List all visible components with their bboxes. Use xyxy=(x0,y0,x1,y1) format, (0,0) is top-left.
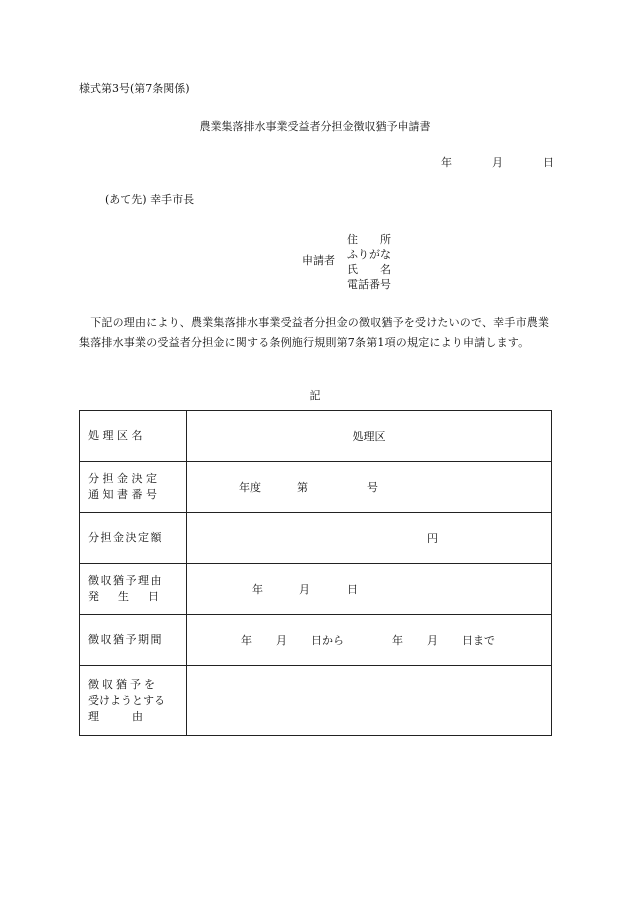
period-to-month: 月 xyxy=(427,634,438,647)
period-to-day: 日まで xyxy=(462,634,495,647)
applicant-name-label: 氏 名 xyxy=(347,263,391,276)
table-row xyxy=(80,564,552,615)
row-label-notice-number: 分担金決定 通知書番号 xyxy=(80,462,187,513)
period-from-day: 日から xyxy=(311,634,344,647)
reason-date-year: 年 xyxy=(252,583,263,596)
ki-heading: 記 xyxy=(309,389,321,402)
reason-date-month: 月 xyxy=(299,583,310,596)
request-body-text: 下記の理由により、農業集落排水事業受益者分担金の徴収猶予を受けたいので、幸手市農業集落排水事業の受益者分担金に関する条例施行規則第7条第1項の規定により申請します。 xyxy=(79,316,550,349)
form-number: 様式第3号(第7条関係) xyxy=(79,82,190,95)
table-row xyxy=(80,411,552,462)
row-label-period: 徴収猶予期間 xyxy=(80,615,187,666)
applicant-phone-label: 電話番号 xyxy=(347,278,391,291)
period-to-year: 年 xyxy=(392,634,403,647)
reason-date-day: 日 xyxy=(347,583,358,596)
applicant-label: 申請者 xyxy=(302,254,335,267)
date-month: 月 xyxy=(492,156,503,169)
application-table xyxy=(79,410,552,736)
reason-date-value[interactable] xyxy=(187,564,552,615)
table-row xyxy=(80,513,552,564)
date-year: 年 xyxy=(441,156,452,169)
notice-go-label: 号 xyxy=(367,481,378,494)
notice-number-value[interactable] xyxy=(187,462,552,513)
applicant-fields xyxy=(347,232,391,292)
reason-value[interactable] xyxy=(187,666,552,736)
period-from-year: 年 xyxy=(241,634,252,647)
amount-value[interactable] xyxy=(187,513,552,564)
table-row xyxy=(80,462,552,513)
date-day: 日 xyxy=(543,156,554,169)
period-from-month: 月 xyxy=(276,634,287,647)
date-line xyxy=(441,157,554,168)
district-value[interactable]: 処理区 xyxy=(187,411,552,462)
applicant-address-label: 住 所 xyxy=(347,233,391,246)
table-row xyxy=(80,615,552,666)
row-label-reason-date: 徴収猶予理由 発 生 日 xyxy=(80,564,187,615)
notice-dai-label: 第 xyxy=(297,481,308,494)
applicant-furigana-label: ふりがな xyxy=(347,248,391,261)
addressee: (あて先) 幸手市長 xyxy=(105,193,195,206)
table-row xyxy=(80,666,552,736)
notice-year-label: 年度 xyxy=(239,481,261,494)
document-title: 農業集落排水事業受益者分担金徴収猶予申請書 xyxy=(199,120,431,133)
row-label-amount: 分担金決定額 xyxy=(80,513,187,564)
row-label-district: 処 理 区 名 xyxy=(80,411,187,462)
period-value[interactable] xyxy=(187,615,552,666)
amount-unit: 円 xyxy=(427,532,438,545)
row-label-reason: 徴収猶予を 受けようとする 理 由 xyxy=(80,666,187,736)
